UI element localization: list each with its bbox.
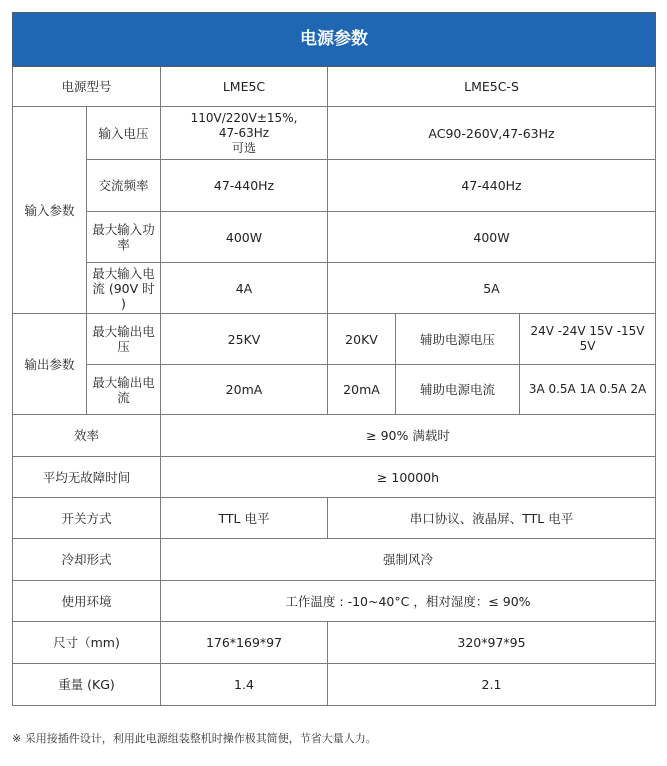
input-current-a: 4A: [161, 263, 328, 314]
model-a: LME5C: [161, 67, 328, 107]
frequency-a: 47-440Hz: [161, 160, 328, 212]
environment-row: [13, 581, 656, 622]
output-voltage-row: [13, 314, 656, 365]
size-b: 320*97*95: [328, 622, 656, 664]
switch-mode-row: [13, 498, 656, 539]
switch-mode-label: 开关方式: [13, 498, 161, 539]
input-voltage-row: [13, 107, 656, 160]
input-current-b: 5A: [328, 263, 656, 314]
cooling-value: 强制风冷: [161, 539, 656, 581]
environment-value: 工作温度 : -10~40°C ，相对湿度：≤ 90%: [161, 581, 656, 622]
input-voltage-b: AC90-260V,47-63Hz: [328, 107, 656, 160]
input-power-row: [13, 212, 656, 263]
mtbf-row: [13, 457, 656, 498]
aux-voltage-label: 辅助电源电压: [396, 314, 520, 365]
size-a: 176*169*97: [161, 622, 328, 664]
mtbf-label: 平均无故障时间: [13, 457, 161, 498]
efficiency-row: [13, 415, 656, 457]
input-current-row: [13, 263, 656, 314]
input-power-a: 400W: [161, 212, 328, 263]
input-current-label: 最大输入电流 (90V 时 ): [87, 263, 161, 314]
output-current-a: 20mA: [161, 365, 328, 415]
mtbf-value: ≥ 10000h: [161, 457, 656, 498]
input-voltage-a: 110V/220V±15%, 47-63Hz 可选: [161, 107, 328, 160]
aux-current-label: 辅助电源电流: [396, 365, 520, 415]
frequency-label: 交流频率: [87, 160, 161, 212]
weight-label: 重量 (KG): [13, 664, 161, 706]
aux-voltage-value: 24V -24V 15V -15V 5V: [520, 314, 656, 365]
size-label: 尺寸（mm): [13, 622, 161, 664]
model-b: LME5C-S: [328, 67, 656, 107]
cooling-label: 冷却形式: [13, 539, 161, 581]
output-current-label: 最大输出电流: [87, 365, 161, 415]
switch-mode-b: 串口协议、液晶屏、TTL 电平: [328, 498, 656, 539]
efficiency-value: ≥ 90% 满载时: [161, 415, 656, 457]
model-row: [13, 67, 656, 107]
frequency-b: 47-440Hz: [328, 160, 656, 212]
power-spec-table: [12, 12, 656, 706]
input-power-label: 最大输入功率: [87, 212, 161, 263]
footnote: ※ 采用接插件设计，利用此电源组装整机时操作极其简便，节省大量人力。: [12, 732, 377, 745]
aux-current-value: 3A 0.5A 1A 0.5A 2A: [520, 365, 656, 415]
environment-label: 使用环境: [13, 581, 161, 622]
output-voltage-b: 20KV: [328, 314, 396, 365]
switch-mode-a: TTL 电平: [161, 498, 328, 539]
size-row: [13, 622, 656, 664]
input-power-b: 400W: [328, 212, 656, 263]
weight-a: 1.4: [161, 664, 328, 706]
frequency-row: [13, 160, 656, 212]
output-voltage-label: 最大输出电压: [87, 314, 161, 365]
output-voltage-a: 25KV: [161, 314, 328, 365]
output-current-b: 20mA: [328, 365, 396, 415]
input-group-label: 输入参数: [13, 107, 87, 314]
efficiency-label: 效率: [13, 415, 161, 457]
input-voltage-label: 输入电压: [87, 107, 161, 160]
weight-b: 2.1: [328, 664, 656, 706]
model-label: 电源型号: [13, 67, 161, 107]
table-title: 电源参数: [13, 13, 656, 67]
title-row: [13, 13, 656, 67]
weight-row: [13, 664, 656, 706]
output-group-label: 输出参数: [13, 314, 87, 415]
output-current-row: [13, 365, 656, 415]
cooling-row: [13, 539, 656, 581]
